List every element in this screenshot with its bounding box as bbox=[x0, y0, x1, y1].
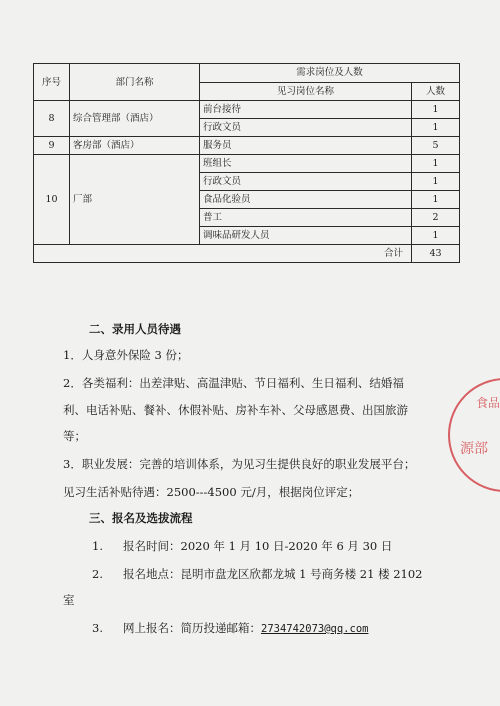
position-count: 1 bbox=[412, 227, 460, 245]
row-no: 8 bbox=[34, 101, 70, 137]
header-demand: 需求岗位及人数 bbox=[200, 64, 460, 83]
table-row bbox=[34, 155, 460, 173]
header-position: 见习岗位名称 bbox=[200, 82, 412, 101]
seal-text-bottom: 源部 bbox=[460, 441, 488, 457]
step-3-text bbox=[123, 620, 368, 637]
position-count: 1 bbox=[412, 173, 460, 191]
position-name: 服务员 bbox=[200, 137, 412, 155]
step-2-text: 报名地点：昆明市盘龙区欣都龙城 1 号商务楼 21 楼 2102 bbox=[123, 567, 423, 581]
table-total-row bbox=[34, 245, 460, 263]
treatment-item-2-line2: 利、电话补贴、餐补、休假补贴、房补车补、父母感恩费、出国旅游 bbox=[63, 403, 408, 417]
position-count: 1 bbox=[412, 191, 460, 209]
table-header-row bbox=[34, 64, 460, 83]
total-label: 合计 bbox=[34, 245, 412, 263]
row-dept: 厂部 bbox=[70, 155, 200, 245]
position-name: 行政文员 bbox=[200, 119, 412, 137]
seal-text-top: 食品 bbox=[476, 396, 500, 410]
position-name: 普工 bbox=[200, 209, 412, 227]
treatment-item-1: 1．人身意外保险 3 份； bbox=[63, 348, 189, 362]
total-value: 43 bbox=[412, 245, 460, 263]
row-dept: 综合管理部（酒店） bbox=[70, 101, 200, 137]
row-dept: 客房部（酒店） bbox=[70, 137, 200, 155]
treatment-heading: 二、录用人员待遇 bbox=[89, 322, 181, 336]
header-no: 序号 bbox=[34, 64, 70, 101]
positions-table bbox=[33, 63, 460, 263]
position-count: 2 bbox=[412, 209, 460, 227]
position-count: 1 bbox=[412, 155, 460, 173]
table-row bbox=[34, 101, 460, 119]
row-no: 9 bbox=[34, 137, 70, 155]
step-3-number: 3. bbox=[92, 621, 103, 635]
position-count: 1 bbox=[412, 101, 460, 119]
treatment-item-2-line3: 等； bbox=[63, 429, 86, 443]
treatment-item-2-line1: 2．各类福利：出差津贴、高温津贴、节日福利、生日福利、结婚福 bbox=[63, 376, 404, 390]
email-link[interactable]: 2734742073@qq.com bbox=[261, 623, 369, 635]
position-name: 前台接待 bbox=[200, 101, 412, 119]
process-heading: 三、报名及选拔流程 bbox=[89, 511, 193, 525]
treatment-item-3: 3．职业发展：完善的培训体系，为见习生提供良好的职业发展平台； bbox=[63, 457, 416, 471]
position-name: 食品化验员 bbox=[200, 191, 412, 209]
step-2-number: 2. bbox=[92, 567, 103, 581]
position-name: 行政文员 bbox=[200, 173, 412, 191]
step-2-continuation: 室 bbox=[63, 593, 75, 607]
step-3-label: 网上报名：简历投递邮箱： bbox=[123, 621, 261, 635]
company-seal bbox=[448, 378, 500, 492]
allowance-text: 见习生活补贴待遇：2500---4500 元/月，根据岗位评定； bbox=[63, 485, 360, 499]
position-name: 调味品研发人员 bbox=[200, 227, 412, 245]
step-1-text: 报名时间：2020 年 1 月 10 日-2020 年 6 月 30 日 bbox=[123, 539, 393, 553]
position-name: 班组长 bbox=[200, 155, 412, 173]
position-count: 5 bbox=[412, 137, 460, 155]
position-count: 1 bbox=[412, 119, 460, 137]
table-row bbox=[34, 137, 460, 155]
header-count: 人数 bbox=[412, 82, 460, 101]
step-1-number: 1. bbox=[92, 539, 103, 553]
header-dept: 部门名称 bbox=[70, 64, 200, 101]
row-no: 10 bbox=[34, 155, 70, 245]
